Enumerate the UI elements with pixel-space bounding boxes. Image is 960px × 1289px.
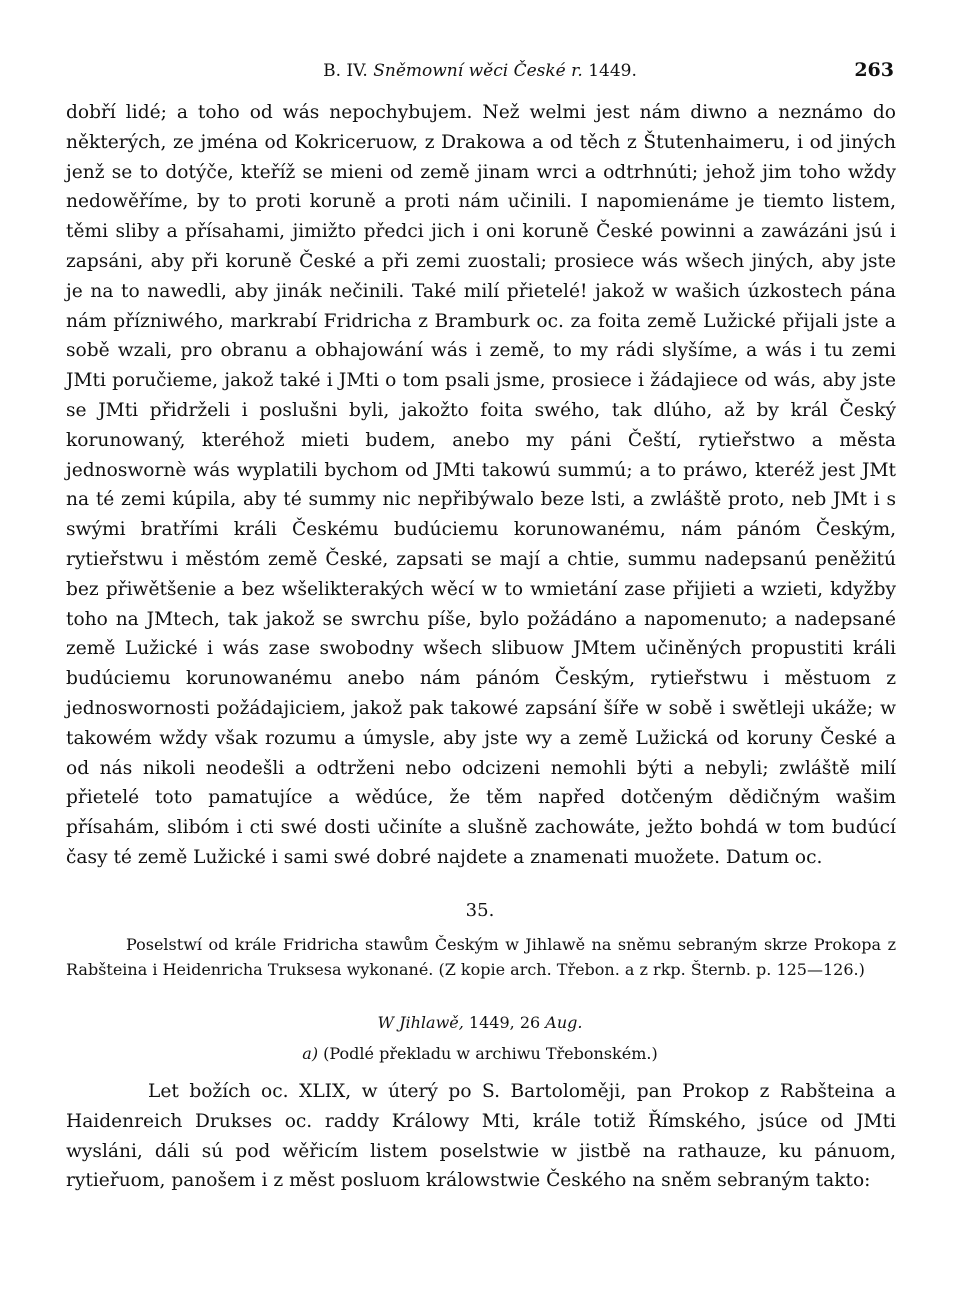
- source-note: [0, 1044, 960, 1063]
- second-text-paragraph: Let božích oc. XLIX, w úterý po S. Bartoloměji, pan Prokop z Rabšteina a Haidenreich Drukses oc. raddy Králowy Mti, krále totiž Římského, jsúce od JMti wysláni, dáli sú pod wěřicím listem poselstwie w jistbě na rathauze, ku pánuom, rytieřuom, panošem i z měst posluom králowstwie Českého na sněm sebraným takto:: [66, 1081, 896, 1192]
- dateline: [0, 1013, 960, 1032]
- running-head-title-line: [66, 61, 894, 81]
- section-label: B. IV.: [323, 61, 368, 81]
- source-note-marker: a): [302, 1044, 319, 1063]
- running-head-title: Sněmowní wěci České r.: [373, 61, 583, 81]
- dateline-month: Aug.: [545, 1013, 583, 1032]
- section-number: 35.: [465, 900, 495, 921]
- source-note-text: (Podlé překladu w archiwu Třebonském.): [323, 1044, 658, 1063]
- second-text: [66, 1077, 896, 1196]
- dateline-place: W Jihlawě,: [377, 1013, 464, 1032]
- page-number: 263: [854, 59, 894, 81]
- dateline-year: 1449, 26: [468, 1013, 541, 1032]
- document-abstract: [66, 933, 896, 982]
- main-text-paragraph: dobří lidé; a toho od wás nepochybujem. Než welmi jest nám diwno a neznámo do některých, ze jména od Kokriceruow, z Drakowa a od těch z Štutenhaimeru, i od jiných jenž se to dotýče, kteříž se mieni od země jinam wrci a odtrhnúti; jehož jim toho wždy nedowěříme, by to proti koruně a proti nám učinili. I napomienáme je tiemto listem, těmi sliby a přísahami, jimižto předci jich i oni koruně České powinni a zawázáni jsú i zapsáni, aby při koruně České a při zemi zuostali; prosiece wás wšech jiných, aby jste je na to nawedli, aby jinák nečinili. Také milí přietelé! jakož w wašich úzkostech pána nám přízniwého, markrabí Fridricha z Bramburk oc. za foita země Lužické přijali jste a sobě wzali, pro obranu a obhajowání wás i země, to my rádi slyšíme, a wás i tu zemi JMti poručieme, jakož také i JMti o tom psali jsme, prosiece i žádajiece od wás, aby jste se JMti přidrželi i poslušni byli, jakožto foita swého, tak dlúho, až by král Český korunowaný, kteréhož mieti budem, anebo my páni Čeští, rytieřstwo a města jednoswornè wás wyplatili bychom od JMti takowú summú; a to práwo, kteréž jest JMt na té zemi kúpila, aby té summy nic nepřibýwalo beze lsti, a zwláště proto, neb JMt i s swými bratřími králi Českému budúciemu korunowanému, nám pánóm Českým, rytieřstwu i městóm země České, zapsati se mají a chtie, summu nadepsanú peněžitú bez přiwětšenie a bez wšelikterakých wěcí w to wmietání zase přijieti a wzieti, kdyžby toho na JMtech, tak jakož se swrchu píše, bylo požádáno a napomenuto; a nadepsané země Lužické i wás zase swobodny wšech slibuow JMtem učiněných propustiti králi budúciemu korunowanému anebo nám pánóm Českým, rytieřstwu i městuom z jednoswornosti požádajiciem, jakož pak takowé zapsání šíře w sobě i swětleji ukáže; w takowém wždy však rozumu a úmysle, aby jste wy a země Lužická od koruny České a od nás nikoli neodešli a odtrženi nebo odcizeni nemohli býti a nebyli; zwláště milí přietelé toto pamatujíce a wědúce, že těm napřed dotčeným dědičným wašim přísahám, slibóm i cti swé dosti učiníte a slušně zachowáte, ježto bohdá w tom budúcí časy té země Lužické i sami swé dobré najdete a znamenati muožete. Datum oc.: [66, 102, 896, 868]
- main-text: [66, 98, 896, 873]
- abstract-text: Poselstwí od krále Fridricha stawům Českým w Jihlawě na sněmu sebraným skrze Prokopa z Rabšteina i Heidenricha Truksesa wykonané. (Z kopie arch. Třebon. a z rkp. Šternb. p. 125—126.): [66, 935, 896, 979]
- running-head: [66, 55, 894, 89]
- running-head-year: 1449.: [588, 61, 637, 81]
